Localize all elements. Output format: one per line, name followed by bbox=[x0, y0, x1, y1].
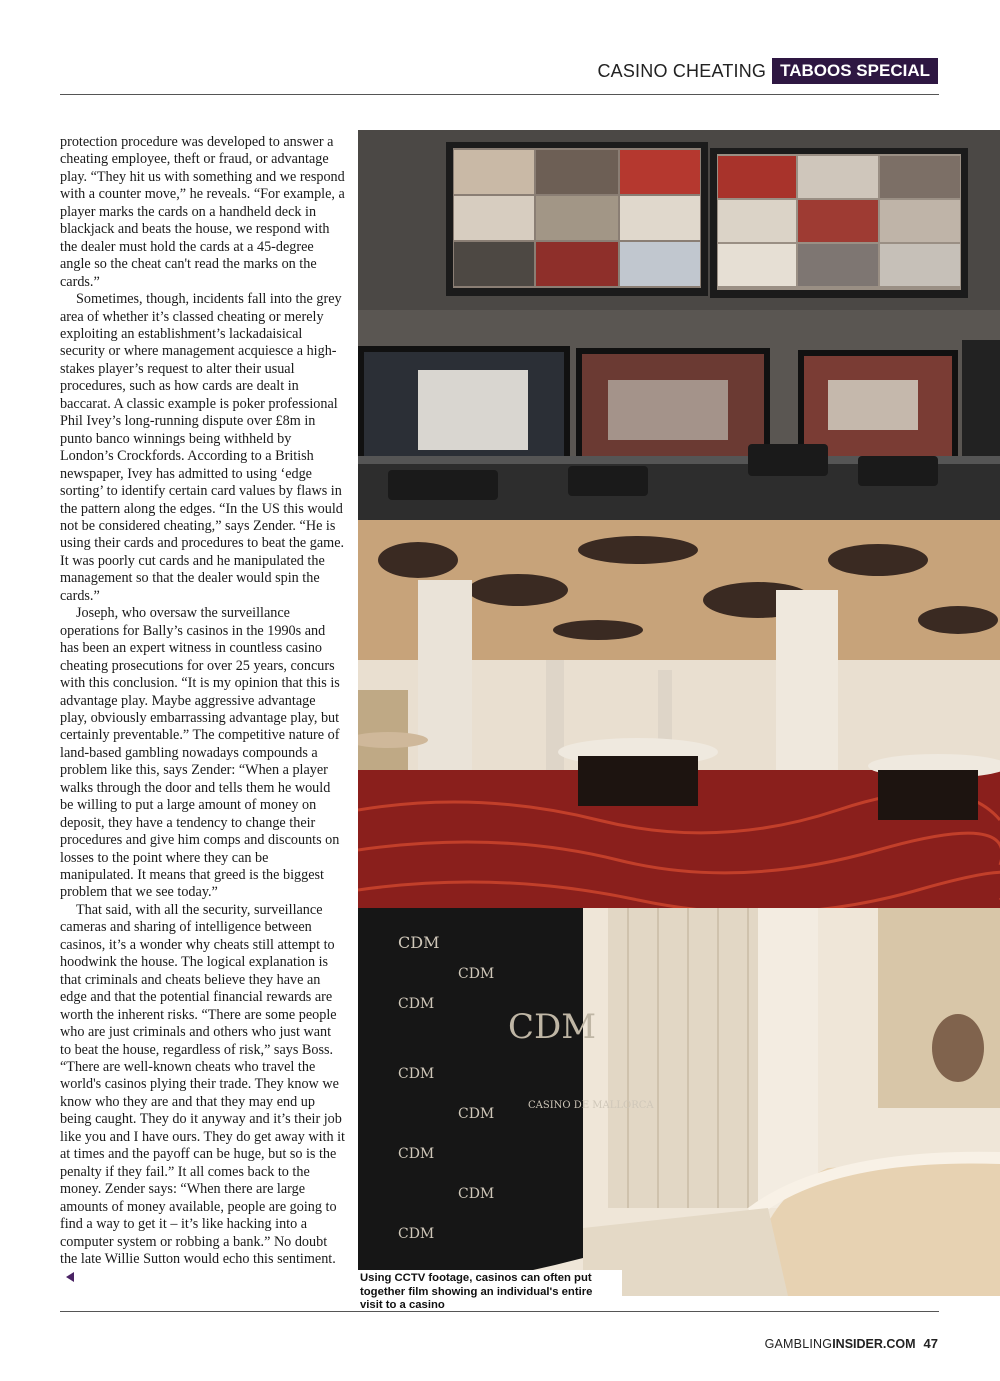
paragraph: Joseph, who oversaw the surveillance operations for Bally’s casinos in the 1990s and has been an expert witness in countless casino cheating prosecutions for over 25 years, concurs with this conclusion. “It is my opinion that this is advantage play. Maybe aggressive advantage play, obviously embarrassing advantage play, but certainly preventable.” The competitive nature of land-based gambling nowadays compounds a problem like this, says Zender: “When a player walks through the door and tells them he would be willing to put a large amount of money on deposit, they have a tendency to change their procedures and give him comps and discounts on losses to the point where they can be manipulated. It means that greed is the biggest problem that we see today.” bbox=[60, 605, 340, 901]
article-body bbox=[60, 134, 345, 1286]
svg-text:CDM: CDM bbox=[508, 1007, 597, 1047]
section-tag: TABOOS SPECIAL bbox=[772, 58, 938, 84]
svg-text:CDM: CDM bbox=[458, 966, 495, 982]
svg-text:CDM: CDM bbox=[398, 1226, 435, 1242]
section-name: CASINO CHEATING bbox=[597, 60, 767, 81]
svg-text:CDM: CDM bbox=[458, 1186, 495, 1202]
surveillance-room-photo bbox=[358, 130, 1000, 520]
footer-brand-insider: INSIDER.COM bbox=[832, 1337, 916, 1351]
paragraph: That said, with all the security, surveillance cameras and sharing of intelligence between casinos, it’s a wonder why cheats still attempt to hoodwink the house. The logical explanation is that criminals and cheats believe they have an edge and that the potential financial rewards are worth the inherent risks. “There are some people who are just criminals and others who just want to beat the house, regardless of risk,” says Boss. “There are well-known cheats who travel the world's casinos plying their trade. They know we know who they are and that they may end up being caught. They do it anyway and it’s their job like you and I have ours. They do get away with it at times and the payoff can be huge, but so is the penalty if they fail.” It all comes back to the money. Zender says: “When there are large amounts of money available, people are going to find a way to get it – it’s like hacking into a computer system or robbing a bank.” No doubt the late Willie Sutton would echo this sentiment. bbox=[60, 902, 345, 1286]
page-header bbox=[597, 58, 938, 84]
header-rule bbox=[60, 94, 939, 95]
page-number: 47 bbox=[923, 1336, 938, 1351]
footer-brand-gambling: GAMBLING bbox=[764, 1337, 833, 1351]
photo-caption: Using CCTV footage, casinos can often put together film showing an individual's entire visit to a casino bbox=[358, 1270, 622, 1316]
svg-text:CDM: CDM bbox=[458, 1106, 495, 1122]
svg-text:CDM: CDM bbox=[398, 1146, 435, 1162]
casino-floor-photo bbox=[358, 520, 1000, 908]
cdm-logo-text: CDM bbox=[398, 933, 440, 952]
footer-rule bbox=[60, 1311, 939, 1312]
reception-photo bbox=[358, 908, 1000, 1296]
photo-column bbox=[358, 130, 1000, 1296]
paragraph: protection procedure was developed to answer a cheating employee, theft or fraud, or advantage play. “They hit us with something and we respond with a counter move,” he reveals. “For example, a player marks the cards on a handheld deck in blackjack and beats the house, we respond with the dealer must hold the cards at a 45-degree angle so the cheat can't read the marks on the cards.” bbox=[60, 134, 345, 290]
svg-text:CDM: CDM bbox=[398, 996, 435, 1012]
svg-text:CDM: CDM bbox=[398, 1066, 435, 1082]
paragraph: Sometimes, though, incidents fall into the grey area of whether it’s classed cheating or merely exploiting an establishment’s lackadaisical security or where management acquiesce a high-stakes player’s request to alter their usual procedures, such as how cards are dealt in baccarat. A classic example is poker professional Phil Ivey’s long-running dispute over £8m in punto banco winnings being withheld by London’s Crockfords. According to a British newspaper, Ivey has admitted to using ‘edge sorting’ to identify certain card values by flaws in the pattern along the edges. “In the US this would not be considered cheating,” says Zender. “He is using their cards and procedures to beat the game. It was poorly cut cards and he manipulated the management so that the dealer would spin the cards.” bbox=[60, 291, 345, 604]
svg-text:CASINO DE MALLORCA: CASINO DE MALLORCA bbox=[528, 1100, 654, 1111]
page-footer bbox=[765, 1336, 938, 1351]
end-of-article-icon bbox=[66, 1272, 74, 1282]
